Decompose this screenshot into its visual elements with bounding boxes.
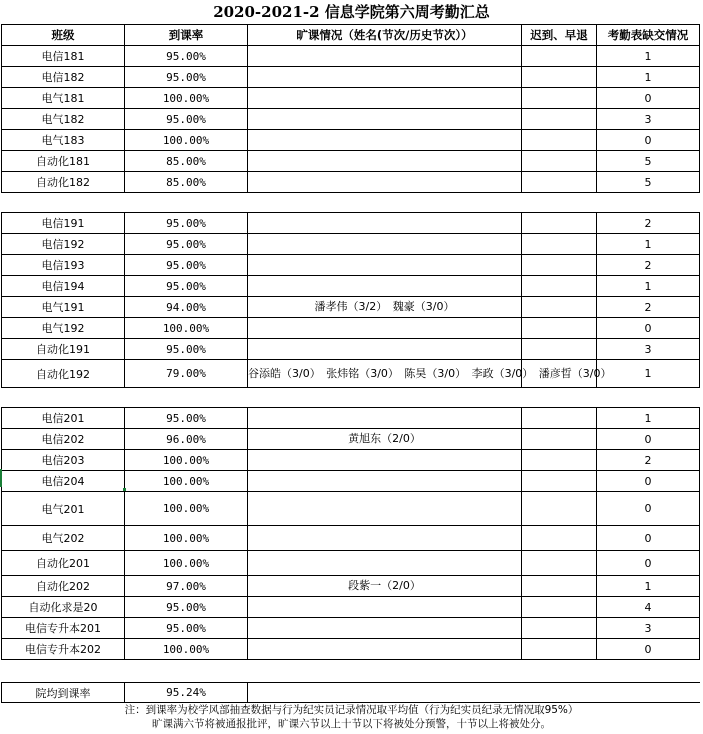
rate-cell[interactable]: 95.00% <box>125 618 248 639</box>
rate-cell[interactable]: 100.00% <box>125 639 248 660</box>
late-cell[interactable] <box>522 526 597 551</box>
late-cell[interactable] <box>522 297 597 318</box>
table-row <box>2 46 700 67</box>
count-cell[interactable]: 2 <box>597 213 700 234</box>
table-row <box>2 408 700 429</box>
class-cell[interactable]: 电信191 <box>2 213 125 234</box>
count-cell[interactable]: 2 <box>597 255 700 276</box>
rate-cell[interactable]: 100.00% <box>125 492 248 526</box>
rate-cell[interactable]: 100.00% <box>125 130 248 151</box>
table-body <box>2 46 700 703</box>
count-cell[interactable]: 0 <box>597 130 700 151</box>
spacer-row <box>2 193 700 213</box>
table-row <box>2 339 700 360</box>
cell-selection-marker <box>0 469 2 487</box>
absence-cell[interactable]: 谷添皓（3/0） 张炜铭（3/0） 陈昊（3/0） 李政（3/0） 潘彦晢（3/0） <box>248 360 522 388</box>
table-row <box>2 429 700 450</box>
count-cell[interactable]: 2 <box>597 297 700 318</box>
rate-cell[interactable]: 95.00% <box>125 339 248 360</box>
late-cell[interactable] <box>522 492 597 526</box>
table-row <box>2 639 700 660</box>
count-cell[interactable]: 3 <box>597 339 700 360</box>
class-cell[interactable]: 电气182 <box>2 109 125 130</box>
late-cell[interactable] <box>522 618 597 639</box>
count-cell[interactable]: 0 <box>597 492 700 526</box>
rate-cell[interactable]: 85.00% <box>125 172 248 193</box>
rate-cell[interactable]: 94.00% <box>125 297 248 318</box>
rate-cell[interactable]: 79.00% <box>125 360 248 388</box>
class-cell[interactable]: 电气183 <box>2 130 125 151</box>
class-cell[interactable]: 自动化202 <box>2 576 125 597</box>
count-cell[interactable]: 1 <box>597 408 700 429</box>
header-class[interactable]: 班级 <box>2 25 125 46</box>
class-cell[interactable]: 电信202 <box>2 429 125 450</box>
rate-cell[interactable]: 85.00% <box>125 151 248 172</box>
late-cell[interactable] <box>522 551 597 576</box>
rate-cell[interactable]: 95.00% <box>125 408 248 429</box>
count-cell[interactable]: 1 <box>597 360 700 388</box>
table-row <box>2 67 700 88</box>
table-row <box>2 576 700 597</box>
class-cell[interactable]: 自动化182 <box>2 172 125 193</box>
count-cell[interactable]: 0 <box>597 526 700 551</box>
table-row <box>2 551 700 576</box>
count-cell[interactable]: 0 <box>597 429 700 450</box>
rate-cell[interactable]: 96.00% <box>125 429 248 450</box>
rate-cell[interactable]: 100.00% <box>125 88 248 109</box>
table-row <box>2 151 700 172</box>
class-cell[interactable]: 电信203 <box>2 450 125 471</box>
rate-cell[interactable]: 95.00% <box>125 67 248 88</box>
late-cell[interactable] <box>522 471 597 492</box>
rate-cell[interactable]: 95.00% <box>125 234 248 255</box>
rate-cell[interactable]: 100.00% <box>125 471 248 492</box>
table-row <box>2 130 700 151</box>
table-row <box>2 492 700 526</box>
class-cell[interactable]: 电信182 <box>2 67 125 88</box>
count-cell[interactable]: 1 <box>597 234 700 255</box>
table-row <box>2 172 700 193</box>
average-label[interactable]: 院均到课率 <box>2 683 125 703</box>
spacer-cell[interactable] <box>2 388 700 408</box>
count-cell[interactable]: 3 <box>597 109 700 130</box>
header-rate[interactable]: 到课率 <box>125 25 248 46</box>
average-value[interactable]: 95.24% <box>125 683 248 703</box>
late-cell[interactable] <box>522 109 597 130</box>
class-cell[interactable]: 电信204 <box>2 471 125 492</box>
absence-cell[interactable]: 潘孝伟（3/2） 魏豪（3/0） <box>248 297 522 318</box>
count-cell[interactable]: 5 <box>597 151 700 172</box>
late-cell[interactable] <box>522 172 597 193</box>
footnote-line-2: 旷课满六节将被通报批评，旷课六节以上十节以下将被处分预警，十节以上将被处分。 <box>152 718 551 730</box>
table-row <box>2 450 700 471</box>
absence-cell[interactable] <box>248 450 522 471</box>
table-row <box>2 597 700 618</box>
absence-cell[interactable] <box>248 526 522 551</box>
late-cell[interactable] <box>522 130 597 151</box>
count-cell[interactable]: 1 <box>597 576 700 597</box>
late-cell[interactable] <box>522 213 597 234</box>
absence-cell[interactable] <box>248 551 522 576</box>
class-cell[interactable]: 电信194 <box>2 276 125 297</box>
rate-cell[interactable]: 100.00% <box>125 551 248 576</box>
late-cell[interactable] <box>522 276 597 297</box>
class-cell[interactable]: 电气192 <box>2 318 125 339</box>
table-row <box>2 618 700 639</box>
late-cell[interactable] <box>522 88 597 109</box>
absence-cell[interactable] <box>248 408 522 429</box>
class-cell[interactable]: 电信181 <box>2 46 125 67</box>
rate-cell[interactable]: 95.00% <box>125 109 248 130</box>
rate-cell[interactable]: 95.00% <box>125 276 248 297</box>
class-cell[interactable]: 自动化191 <box>2 339 125 360</box>
count-cell[interactable]: 0 <box>597 318 700 339</box>
count-cell[interactable]: 0 <box>597 551 700 576</box>
class-cell[interactable]: 电信专升本201 <box>2 618 125 639</box>
rate-cell[interactable]: 95.00% <box>125 255 248 276</box>
table-row <box>2 471 700 492</box>
absence-cell[interactable] <box>248 492 522 526</box>
header-late[interactable]: 迟到、早退 <box>522 25 597 46</box>
class-cell[interactable]: 自动化求是20 <box>2 597 125 618</box>
class-cell[interactable]: 电气201 <box>2 492 125 526</box>
absence-cell[interactable] <box>248 46 522 67</box>
class-cell[interactable]: 电气202 <box>2 526 125 551</box>
class-cell[interactable]: 电气191 <box>2 297 125 318</box>
footnote <box>0 703 703 731</box>
spacer-cell[interactable] <box>2 193 700 213</box>
absence-cell[interactable] <box>248 130 522 151</box>
count-cell[interactable]: 1 <box>597 67 700 88</box>
absence-cell[interactable]: 段紫一（2/0） <box>248 576 522 597</box>
absence-cell[interactable] <box>248 618 522 639</box>
late-cell[interactable] <box>522 318 597 339</box>
spacer-row <box>2 388 700 408</box>
average-row <box>2 683 700 703</box>
cell-corner-marker <box>123 488 126 491</box>
count-cell[interactable]: 0 <box>597 88 700 109</box>
late-cell[interactable] <box>522 639 597 660</box>
absence-cell[interactable] <box>248 471 522 492</box>
count-cell[interactable]: 1 <box>597 46 700 67</box>
late-cell[interactable] <box>522 339 597 360</box>
absence-cell[interactable] <box>248 318 522 339</box>
rate-cell[interactable]: 95.00% <box>125 213 248 234</box>
class-cell[interactable]: 自动化181 <box>2 151 125 172</box>
absence-cell[interactable] <box>248 88 522 109</box>
late-cell[interactable] <box>522 408 597 429</box>
late-cell[interactable] <box>522 234 597 255</box>
late-cell[interactable] <box>522 46 597 67</box>
count-cell[interactable]: 2 <box>597 450 700 471</box>
table-row <box>2 88 700 109</box>
count-cell[interactable]: 0 <box>597 639 700 660</box>
absence-cell[interactable] <box>248 255 522 276</box>
late-cell[interactable] <box>522 576 597 597</box>
rate-cell[interactable]: 95.00% <box>125 46 248 67</box>
spacer-cell[interactable] <box>2 660 700 683</box>
footnote-line-1: 注：到课率为校学风部抽查数据与行为纪实员记录情况取平均值（行为纪实员纪录无情况取95%） <box>124 704 579 716</box>
absence-cell[interactable] <box>248 67 522 88</box>
table-row <box>2 360 700 388</box>
table-row <box>2 526 700 551</box>
rate-cell[interactable]: 97.00% <box>125 576 248 597</box>
absence-cell[interactable] <box>248 151 522 172</box>
page-title: 2020-2021-2 信息学院第六周考勤汇总 <box>213 3 490 21</box>
table-row <box>2 234 700 255</box>
count-cell[interactable]: 3 <box>597 618 700 639</box>
absence-cell[interactable] <box>248 276 522 297</box>
table-row <box>2 318 700 339</box>
class-cell[interactable]: 电信192 <box>2 234 125 255</box>
late-cell[interactable] <box>522 597 597 618</box>
class-cell[interactable]: 电信专升本202 <box>2 639 125 660</box>
class-cell[interactable]: 电气181 <box>2 88 125 109</box>
rate-cell[interactable]: 100.00% <box>125 318 248 339</box>
table-row <box>2 276 700 297</box>
absence-cell[interactable]: 黄旭东（2/0） <box>248 429 522 450</box>
rate-cell[interactable]: 100.00% <box>125 526 248 551</box>
absence-cell[interactable] <box>248 339 522 360</box>
absence-cell[interactable] <box>248 172 522 193</box>
header-absence[interactable]: 旷课情况（姓名(节次/历史节次）） <box>248 25 522 46</box>
average-empty-cell[interactable] <box>248 683 700 703</box>
count-cell[interactable]: 5 <box>597 172 700 193</box>
late-cell[interactable] <box>522 429 597 450</box>
class-cell[interactable]: 自动化192 <box>2 360 125 388</box>
rate-cell[interactable]: 100.00% <box>125 450 248 471</box>
rate-cell[interactable]: 95.00% <box>125 597 248 618</box>
spacer-row <box>2 660 700 683</box>
absence-cell[interactable] <box>248 639 522 660</box>
late-cell[interactable] <box>522 67 597 88</box>
count-cell[interactable]: 1 <box>597 276 700 297</box>
attendance-table <box>1 24 700 703</box>
class-cell[interactable]: 电信193 <box>2 255 125 276</box>
count-cell[interactable]: 4 <box>597 597 700 618</box>
table-row <box>2 213 700 234</box>
absence-cell[interactable] <box>248 234 522 255</box>
count-cell[interactable]: 0 <box>597 471 700 492</box>
late-cell[interactable] <box>522 255 597 276</box>
table-row <box>2 109 700 130</box>
absence-cell[interactable] <box>248 109 522 130</box>
table-row <box>2 255 700 276</box>
late-cell[interactable] <box>522 450 597 471</box>
absence-cell[interactable] <box>248 597 522 618</box>
class-cell[interactable]: 电信201 <box>2 408 125 429</box>
class-cell[interactable]: 自动化201 <box>2 551 125 576</box>
table-row <box>2 297 700 318</box>
header-row <box>2 25 700 46</box>
header-count[interactable]: 考勤表缺交情况 <box>597 25 700 46</box>
late-cell[interactable] <box>522 151 597 172</box>
absence-cell[interactable] <box>248 213 522 234</box>
